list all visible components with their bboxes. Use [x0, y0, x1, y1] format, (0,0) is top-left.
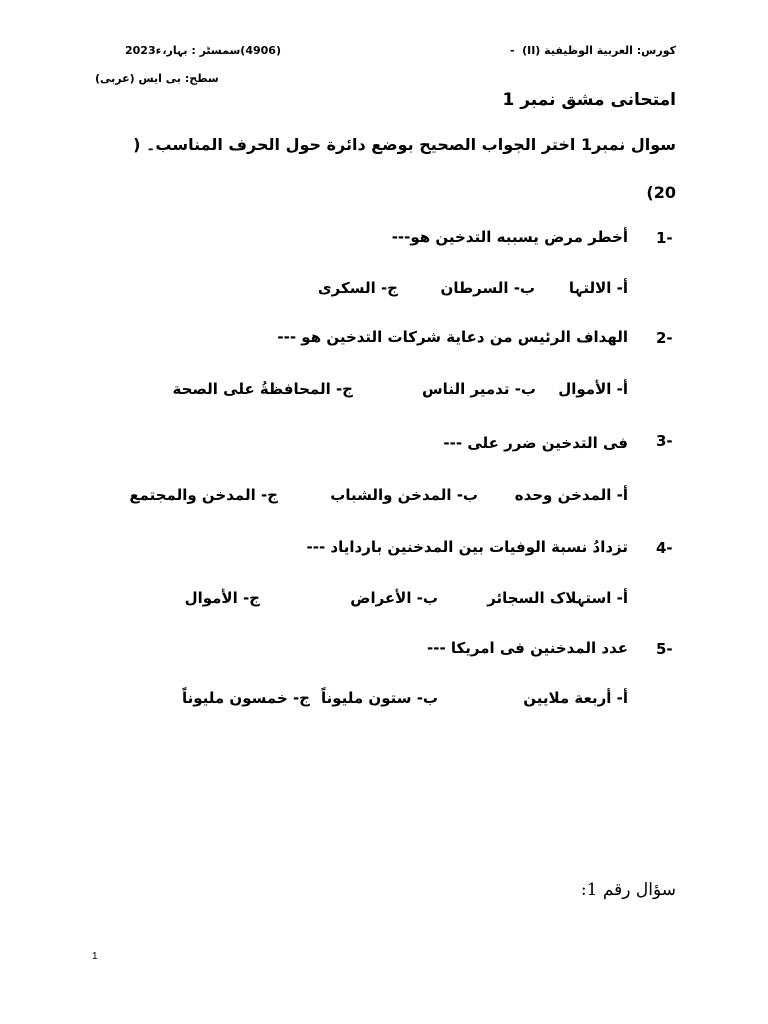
question-4-number: 4-	[656, 539, 673, 557]
question-4-option-b: ب- الأعراض	[350, 589, 438, 607]
question-2-number: 2-	[656, 329, 673, 347]
question-5-option-c: ج- خمسون مليوناً	[181, 689, 310, 707]
question-4-option-c: ج- الأموال	[184, 589, 260, 607]
question-2-option-a: أ- الأموال	[558, 380, 628, 398]
question-1-option-b: ب- السرطان	[440, 279, 535, 297]
question-2-option-b: ب- تدمير الناس	[421, 380, 536, 398]
question-5-option-b: ب- ستون مليوناً	[320, 689, 438, 707]
question-5-text: عدد المدخنين فی امريكا ---	[427, 639, 628, 657]
question-1-text: أخطر مرض يسببه التدخين هو---	[391, 228, 628, 246]
question-4-option-a: أ- استہلاک السجائر	[487, 589, 628, 607]
question-1-number: 1-	[656, 229, 673, 247]
question-3-number: 3-	[656, 432, 673, 450]
question-3-option-b: ب- المدخن والشباب	[330, 486, 478, 504]
question-3-option-c: ج- المدخن والمجتمع	[129, 486, 278, 504]
question-4-text: تزدادُ نسبة الوفيات بين المدخنين بارداياد ---	[306, 538, 628, 556]
course-level: سطح: بی ایس (عربی)	[95, 72, 219, 85]
question-instruction: سوال نمبر1 اختر الجواب الصحيح بوضع دائرة حول الحرف المناسب۔ (	[133, 135, 676, 154]
question-2-text: الهداف الرئيس من دعاية شركات التدخين هو ---	[277, 328, 628, 346]
question-3-option-a: أ- المدخن وحده	[514, 486, 628, 504]
question-marks: (20	[646, 183, 676, 202]
question-1-option-c: ج- السكرى	[317, 279, 398, 297]
course-code-semester: (4906)سمسٹر : بہار،	[162, 44, 281, 57]
question-2-option-c: ج- المحافظةُ على الصحة	[172, 380, 353, 398]
question-5-option-a: أ- أربعة ملايين	[523, 689, 628, 707]
question-3-text: فی التدخين ضرر علی ---	[443, 434, 628, 452]
question-1-option-a: أ- الالتہا	[568, 279, 628, 297]
exam-year: 2023ء	[125, 44, 162, 57]
course-title: كورس: العربية الوظيفية (II)	[522, 44, 676, 57]
assignment-title: امتحانی مشق نمبر 1	[502, 90, 676, 110]
question-5-number: 5-	[656, 640, 673, 658]
answer-label: سؤال رقم 1:	[580, 880, 676, 900]
page-number: 1	[92, 951, 98, 962]
header-dash: -	[510, 44, 515, 57]
